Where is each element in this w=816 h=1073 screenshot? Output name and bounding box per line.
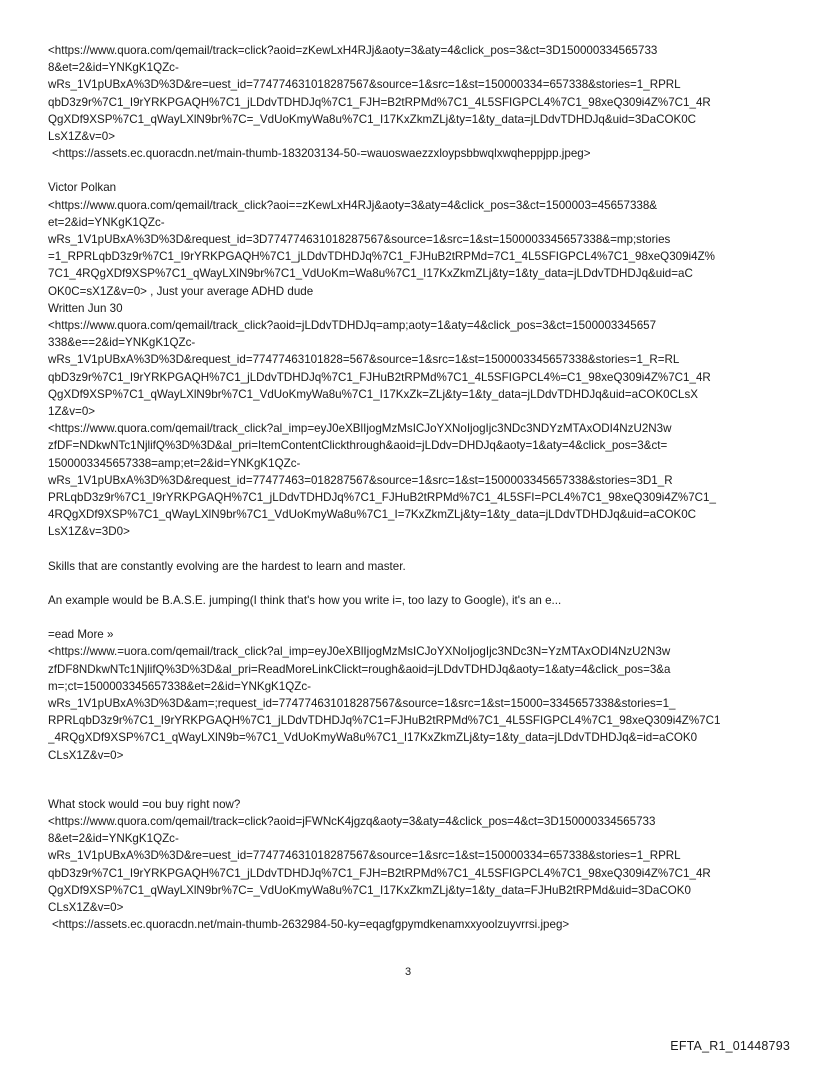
url-line: wRs_1V1pUBxA%3D%3D&request_id=3D774774631018287567&source=1&src=1&st=1500003345657338&=mp;stories xyxy=(48,233,671,247)
link-block xyxy=(48,317,772,541)
link-block xyxy=(48,643,772,763)
text-paragraph xyxy=(48,626,772,643)
url-line: et=2&id=YNKgK1QZc- xyxy=(48,215,165,229)
paragraph-gap xyxy=(48,162,772,179)
link-block xyxy=(48,197,772,300)
url-line: QgXDf9XSP%7C1_qWayLXlN9br%7C1_VdUoKmyWa8u%7C1_I17KxZk=ZLj&ty=1&ty_data=jLDdvTDHDJq&uid=aCOK0CLsX xyxy=(48,387,698,401)
url-line: 1Z&v=0> xyxy=(48,405,96,419)
url-line: <https://assets.ec.quoracdn.net/main-thumb-2632984-50-ky=eqagfgpymdkenamxxyoolzuyvrrsi.jpeg> xyxy=(52,918,570,932)
url-line: _4RQgXDf9XSP%7C1_qWayLXlN9b=%7C1_VdUoKmyWa8u%7C1_I17KxZkmZLj&ty=1&ty_data=jLDdvTDHDJq&=id=aCOK0 xyxy=(48,731,698,745)
url-line: 1500003345657338=amp;et=2&id=YNKgK1QZc- xyxy=(48,456,301,470)
url-line: wRs_1V1pUBxA%3D%3D&request_id=77477463101828=567&source=1&src=1&st=1500003345657338&stories=1_R=RL xyxy=(48,353,680,367)
text-line: What stock would =ou buy right now? xyxy=(48,797,241,811)
url-line: <https://www.quora.com/qemail/track_click?al_imp=eyJ0eXBlIjogMzMsICJoYXNoIjogIjc3NDc3NDYzMTAxODI4NzU2N3w xyxy=(48,422,672,436)
link-block xyxy=(48,42,772,145)
url-line: <https://assets.ec.quoracdn.net/main-thumb-183203134-50-=wauoswaezzxloypsbbwqlxwqheppjpp.jpeg> xyxy=(52,147,591,161)
url-line: wRs_1V1pUBxA%3D%3D&am=;request_id=774774631018287567&source=1&src=1&st=15000=3345657338&stories=1_ xyxy=(48,696,676,710)
text-line: Written Jun 30 xyxy=(48,301,123,315)
text-paragraph xyxy=(48,179,772,196)
page-number: 3 xyxy=(404,966,412,978)
url-line: wRs_1V1pUBxA%3D%3D&re=uest_id=774774631018287567&source=1&src=1&st=150000334=657338&stories=1_RPRL xyxy=(48,849,681,863)
url-line: QgXDf9XSP%7C1_qWayLXlN9br%7C=_VdUoKmyWa8u%7C1_I17KxZkmZLj&ty=1&ty_data=FJHuB2tRPMd&uid=3DaCOK0 xyxy=(48,883,691,897)
url-line: 7C1_4RQgXDf9XSP%7C1_qWayLXlN9br%7C1_VdUoKm=Wa8u%7C1_I17KxZkmZLj&ty=1&ty_data=jLDdvTDHDJq&uid=aC xyxy=(48,267,693,281)
link-block xyxy=(48,813,772,916)
url-line: OK0C=sX1Z&v=0> , Just your average ADHD dude xyxy=(48,284,314,298)
document-id: EFTA_R1_01448793 xyxy=(670,1039,790,1053)
url-line: CLsX1Z&v=0> xyxy=(48,900,124,914)
url-line: QgXDf9XSP%7C1_qWayLXlN9br%7C=_VdUoKmyWa8u%7C1_I17KxZkmZLj&ty=1&ty_data=jLDdvTDHDJq&uid=3DaCOK0C xyxy=(48,112,697,126)
url-line: qbD3z9r%7C1_I9rYRKPGAQH%7C1_jLDdvTDHDJq%7C1_FJHuB2tRPMd%7C1_4L5SFIGPCL4%=C1_98xeQ309i4Z%7C1_4R xyxy=(48,370,711,384)
url-line: <https://www.quora.com/qemail/track=click?aoid=jFWNcK4jgzq&aoty=3&aty=4&click_pos=4&ct=3D150000334565733 xyxy=(48,814,656,828)
url-line: wRs_1V1pUBxA%3D%3D&request_id=77477463=018287567&source=1&src=1&st=1500003345657338&stories=3D1_R xyxy=(48,473,673,487)
url-line: m=;ct=1500003345657338&et=2&id=YNKgK1QZc- xyxy=(48,679,311,693)
link-block xyxy=(48,916,772,933)
url-line: qbD3z9r%7C1_I9rYRKPGAQH%7C1_jLDdvTDHDJq%7C1_FJH=B2tRPMd%7C1_4L5SFIGPCL4%7C1_98xeQ309i4Z%7C1_4R xyxy=(48,95,711,109)
url-line: =1_RPRLqbD3z9r%7C1_I9rYRKPGAQH%7C1_jLDdvTDHDJq%7C1_FJHuB2tRPMd=7C1_4L5SFIGPCL4%7C1_98xeQ309i4Z% xyxy=(48,250,715,264)
text-paragraph xyxy=(48,558,772,575)
url-line: 8&et=2&id=YNKgK1QZc- xyxy=(48,61,179,75)
url-line: 8&et=2&id=YNKgK1QZc- xyxy=(48,832,179,846)
text-paragraph xyxy=(48,300,772,317)
text-line: =ead More » xyxy=(48,628,114,642)
paragraph-gap xyxy=(48,541,772,558)
url-line: <https://www.quora.com/qemail/track=click?aoid=zKewLxH4RJj&aoty=3&aty=4&click_pos=3&ct=3D150000334565733 xyxy=(48,44,658,57)
document-page xyxy=(48,42,772,933)
url-line: zfDF8NDkwNTc1NjlifQ%3D%3D&al_pri=ReadMoreLinkClickt=rough&aoid=jLDdvTDHDJq&aoty=1&aty=4&click_pos=3&a xyxy=(48,662,671,676)
url-line: wRs_1V1pUBxA%3D%3D&re=uest_id=774774631018287567&source=1&src=1&st=150000334=657338&stories=1_RPRL xyxy=(48,78,681,92)
text-line: An example would be B.A.S.E. jumping(I think that's how you write i=, too lazy to Google), it's an e... xyxy=(48,593,562,607)
text-paragraph xyxy=(48,592,772,609)
url-line: <https://www.=uora.com/qemail/track_click?al_imp=eyJ0eXBlIjogMzMsICJoYXNoIjogIjc3NDc3N=YzMTAxODI4NzU2N3w xyxy=(48,645,671,659)
paragraph-gap xyxy=(48,764,772,796)
url-line: <https://www.quora.com/qemail/track_click?aoid=jLDdvTDHDJq=amp;aoty=1&aty=4&click_pos=3&ct=1500003345657 xyxy=(48,319,657,333)
url-line: PRLqbD3z9r%7C1_I9rYRKPGAQH%7C1_jLDdvTDHDJq%7C1_FJHuB2tRPMd%7C1_4L5SFI=PCL4%7C1_98xeQ309i4Z%7C1_ xyxy=(48,491,716,505)
url-line: zfDF=NDkwNTc1NjlifQ%3D%3D&al_pri=ItemContentClickthrough&aoid=jLDdv=DHDJq&aoty=1&aty=4&click_pos=3&ct= xyxy=(48,439,668,453)
url-line: <https://www.quora.com/qemail/track_click?aoi==zKewLxH4RJj&aoty=3&aty=4&click_pos=3&ct=1500003=45657338& xyxy=(48,198,658,212)
url-line: CLsX1Z&v=0> xyxy=(48,748,124,762)
text-paragraph xyxy=(48,796,772,813)
url-line: 4RQgXDf9XSP%7C1_qWayLXlN9br%7C1_VdUoKmyWa8u%7C1_I=7KxZkmZLj&ty=1&ty_data=jLDdvTDHDJq&uid=aCOK0C xyxy=(48,508,697,522)
paragraph-gap xyxy=(48,609,772,626)
url-line: 338&e==2&id=YNKgK1QZc- xyxy=(48,336,196,350)
url-line: qbD3z9r%7C1_I9rYRKPGAQH%7C1_jLDdvTDHDJq%7C1_FJH=B2tRPMd%7C1_4L5SFIGPCL4%7C1_98xeQ309i4Z%7C1_4R xyxy=(48,866,711,880)
link-block xyxy=(48,145,772,162)
text-line: Skills that are constantly evolving are the hardest to learn and master. xyxy=(48,559,406,573)
paragraph-gap xyxy=(48,575,772,592)
text-line: Victor Polkan xyxy=(48,181,117,195)
url-line: LsX1Z&v=3D0> xyxy=(48,525,130,539)
url-line: RPRLqbD3z9r%7C1_I9rYRKPGAQH%7C1_jLDdvTDHDJq%7C1=FJHuB2tRPMd%7C1_4L5SFIGPCL4%7C1_98xeQ309i4Z%7C1 xyxy=(48,714,721,728)
url-line: LsX1Z&v=0> xyxy=(48,130,116,144)
